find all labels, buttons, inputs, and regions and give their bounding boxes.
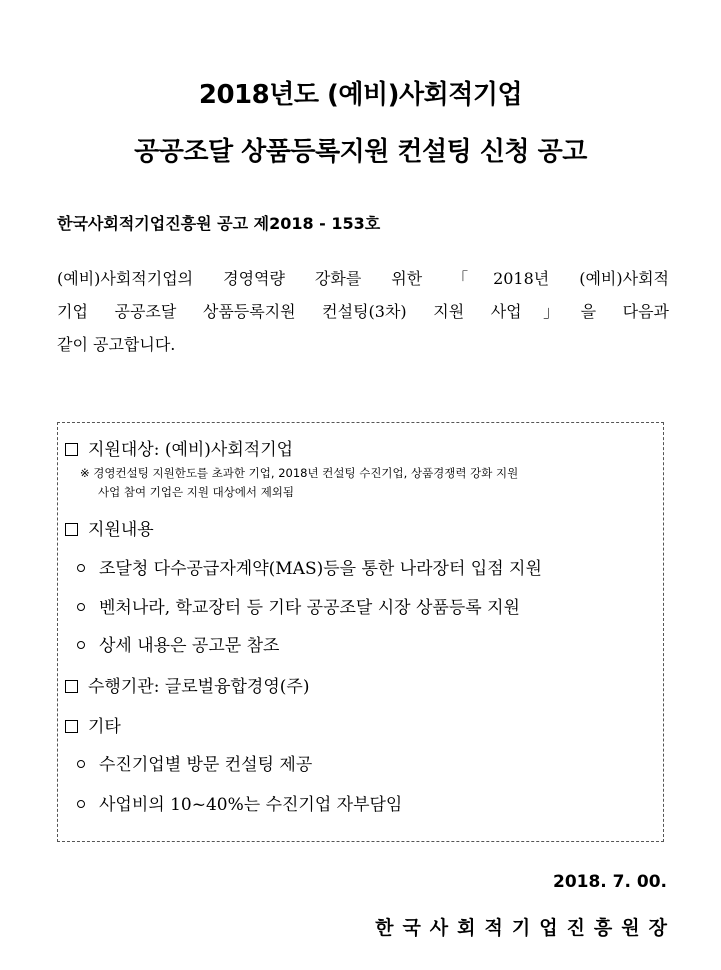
circle-bullet-icon [77, 603, 85, 611]
list-item [77, 790, 402, 815]
intro-paragraph [57, 262, 669, 361]
document-title-line1: 2018년도 (예비)사회적기업 [198, 80, 523, 110]
section-agency-label: 수행기관: 글로벌융합경영(주) [88, 677, 310, 697]
circle-bullet-icon [77, 800, 85, 808]
circle-bullet-icon [77, 641, 85, 649]
square-bullet-icon [65, 443, 78, 456]
square-bullet-icon [65, 523, 78, 536]
document-title-line2: 공공조달 상품등록지원 컨설팅 신청 공고 [134, 137, 587, 167]
circle-bullet-icon [77, 760, 85, 768]
square-bullet-icon [65, 680, 78, 693]
section-content-label: 지원내용 [88, 520, 154, 540]
list-item [77, 750, 312, 775]
list-item [77, 631, 279, 656]
content-item-3: 상세 내용은 공고문 참조 [99, 636, 280, 656]
announcement-date: 2018. 7. 00. [552, 872, 667, 892]
intro-line-1: (예비)사회적기업의 경영역량 강화를 위한 「2018년 (예비)사회적 [57, 269, 669, 288]
list-item [77, 554, 542, 579]
etc-item-1: 수진기업별 방문 컨설팅 제공 [99, 755, 313, 775]
signature-issuer: 한국사회적기업진흥원장 [375, 917, 676, 939]
section-etc-label: 기타 [88, 717, 121, 737]
notice-number: 한국사회적기업진흥원 공고 제2018 - 153호 [57, 214, 381, 233]
exclusion-note-line1: ※ 경영컨설팅 지원한도를 초과한 기업, 2018년 컨설팅 수진기업, 상품경쟁력 강화 지원 [80, 466, 519, 480]
circle-bullet-icon [77, 564, 85, 572]
section-target-label: 지원대상: (예비)사회적기업 [88, 440, 294, 460]
intro-line-3: 같이 공고합니다. [57, 335, 176, 354]
section-agency [65, 672, 309, 697]
content-item-2: 벤처나라, 학교장터 등 기타 공공조달 시장 상품등록 지원 [99, 598, 520, 618]
exclusion-note-line2: 사업 참여 기업은 지원 대상에서 제외됨 [98, 485, 295, 499]
content-item-1: 조달청 다수공급자계약(MAS)등을 통한 나라장터 입점 지원 [99, 559, 542, 579]
etc-item-2: 사업비의 10~40%는 수진기업 자부담임 [99, 795, 403, 815]
section-target [65, 435, 293, 460]
section-content [65, 515, 154, 540]
announcement-summary-box [57, 422, 664, 842]
section-etc [65, 712, 121, 737]
square-bullet-icon [65, 720, 78, 733]
list-item [77, 593, 520, 618]
intro-line-2: 기업 공공조달 상품등록지원 컨설팅(3차) 지원 사업」을 다음과 [57, 302, 669, 321]
